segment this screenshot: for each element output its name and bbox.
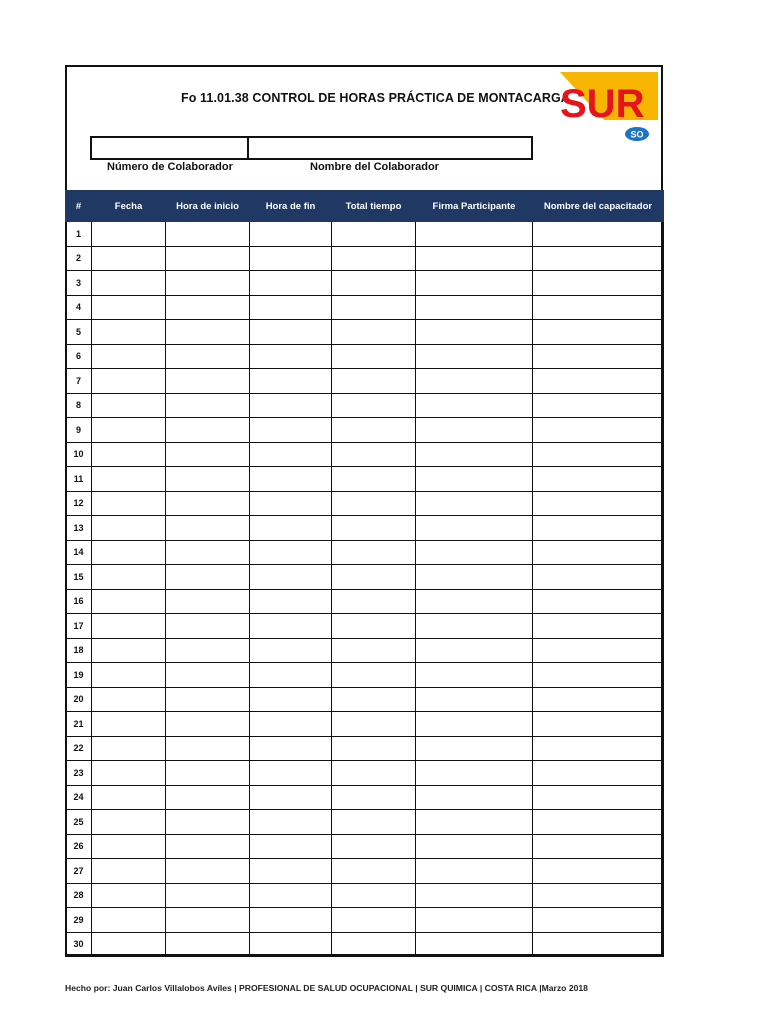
- end-time-cell[interactable]: [250, 246, 332, 271]
- signature-cell[interactable]: [416, 810, 533, 835]
- date-cell[interactable]: [92, 442, 166, 467]
- start-time-cell[interactable]: [166, 908, 250, 933]
- table-row: [66, 393, 664, 418]
- trainer-name-cell[interactable]: [533, 712, 664, 737]
- row-number: 27: [66, 859, 92, 884]
- start-time-cell[interactable]: [166, 932, 250, 957]
- signature-cell[interactable]: [416, 320, 533, 345]
- start-time-cell[interactable]: [166, 320, 250, 345]
- signature-cell[interactable]: [416, 516, 533, 541]
- date-cell[interactable]: [92, 663, 166, 688]
- total-time-cell[interactable]: [332, 442, 416, 467]
- table-row: [66, 271, 664, 296]
- col-trainer-header: Nombre del capacitador: [533, 191, 664, 222]
- signature-cell[interactable]: [416, 908, 533, 933]
- end-time-cell[interactable]: [250, 712, 332, 737]
- start-time-cell[interactable]: [166, 516, 250, 541]
- start-time-cell[interactable]: [166, 442, 250, 467]
- total-time-cell[interactable]: [332, 736, 416, 761]
- total-time-cell[interactable]: [332, 393, 416, 418]
- table-row: [66, 344, 664, 369]
- total-time-cell[interactable]: [332, 638, 416, 663]
- end-time-cell[interactable]: [250, 320, 332, 345]
- total-time-cell[interactable]: [332, 565, 416, 590]
- trainer-name-cell[interactable]: [533, 663, 664, 688]
- signature-cell[interactable]: [416, 663, 533, 688]
- signature-cell[interactable]: [416, 393, 533, 418]
- start-time-cell[interactable]: [166, 565, 250, 590]
- end-time-cell[interactable]: [250, 589, 332, 614]
- start-time-cell[interactable]: [166, 761, 250, 786]
- total-time-cell[interactable]: [332, 908, 416, 933]
- start-time-cell[interactable]: [166, 614, 250, 639]
- start-time-cell[interactable]: [166, 736, 250, 761]
- logo-text: SUR: [560, 82, 645, 126]
- date-cell[interactable]: [92, 369, 166, 394]
- start-time-cell[interactable]: [166, 222, 250, 247]
- table-row: [66, 467, 664, 492]
- signature-cell[interactable]: [416, 369, 533, 394]
- end-time-cell[interactable]: [250, 516, 332, 541]
- total-time-cell[interactable]: [332, 491, 416, 516]
- signature-cell[interactable]: [416, 614, 533, 639]
- row-number: 16: [66, 589, 92, 614]
- date-cell[interactable]: [92, 908, 166, 933]
- row-number: 9: [66, 418, 92, 443]
- date-cell[interactable]: [92, 320, 166, 345]
- signature-cell[interactable]: [416, 736, 533, 761]
- total-time-cell[interactable]: [332, 589, 416, 614]
- start-time-cell[interactable]: [166, 712, 250, 737]
- end-time-cell[interactable]: [250, 540, 332, 565]
- date-cell[interactable]: [92, 932, 166, 957]
- table-row: [66, 859, 664, 884]
- date-cell[interactable]: [92, 565, 166, 590]
- table-row: [66, 908, 664, 933]
- start-time-cell[interactable]: [166, 663, 250, 688]
- signature-cell[interactable]: [416, 565, 533, 590]
- total-time-cell[interactable]: [332, 761, 416, 786]
- date-cell[interactable]: [92, 467, 166, 492]
- start-time-cell[interactable]: [166, 418, 250, 443]
- row-number: 23: [66, 761, 92, 786]
- end-time-cell[interactable]: [250, 859, 332, 884]
- row-number: 1: [66, 222, 92, 247]
- total-time-cell[interactable]: [332, 663, 416, 688]
- total-time-cell[interactable]: [332, 883, 416, 908]
- row-number: 14: [66, 540, 92, 565]
- row-number: 10: [66, 442, 92, 467]
- end-time-cell[interactable]: [250, 467, 332, 492]
- end-time-cell[interactable]: [250, 271, 332, 296]
- total-time-cell[interactable]: [332, 785, 416, 810]
- form-title: Fo 11.01.38 CONTROL DE HORAS PRÁCTICA DE MONTACARGA: [181, 91, 570, 105]
- date-cell[interactable]: [92, 344, 166, 369]
- table-row: [66, 222, 664, 247]
- total-time-cell[interactable]: [332, 614, 416, 639]
- table-row: [66, 246, 664, 271]
- total-time-cell[interactable]: [332, 418, 416, 443]
- end-time-cell[interactable]: [250, 369, 332, 394]
- col-total-header: Total tiempo: [332, 191, 416, 222]
- end-time-cell[interactable]: [250, 638, 332, 663]
- table-row: [66, 932, 664, 957]
- row-number: 17: [66, 614, 92, 639]
- row-number: 21: [66, 712, 92, 737]
- date-cell[interactable]: [92, 736, 166, 761]
- date-cell[interactable]: [92, 638, 166, 663]
- trainer-name-cell[interactable]: [533, 295, 664, 320]
- date-cell[interactable]: [92, 516, 166, 541]
- end-time-cell[interactable]: [250, 442, 332, 467]
- trainer-name-cell[interactable]: [533, 736, 664, 761]
- end-time-cell[interactable]: [250, 491, 332, 516]
- start-time-cell[interactable]: [166, 687, 250, 712]
- end-time-cell[interactable]: [250, 393, 332, 418]
- employee-name-label: Nombre del Colaborador: [310, 161, 439, 173]
- table-row: [66, 491, 664, 516]
- table-row: [66, 516, 664, 541]
- date-cell[interactable]: [92, 687, 166, 712]
- col-number-header: #: [66, 191, 92, 222]
- end-time-cell[interactable]: [250, 785, 332, 810]
- end-time-cell[interactable]: [250, 344, 332, 369]
- row-number: 28: [66, 883, 92, 908]
- table-row: [66, 712, 664, 737]
- signature-cell[interactable]: [416, 540, 533, 565]
- trainer-name-cell[interactable]: [533, 516, 664, 541]
- start-time-cell[interactable]: [166, 785, 250, 810]
- hours-table: [65, 190, 664, 957]
- trainer-name-cell[interactable]: [533, 222, 664, 247]
- end-time-cell[interactable]: [250, 736, 332, 761]
- total-time-cell[interactable]: [332, 516, 416, 541]
- table-row: [66, 638, 664, 663]
- start-time-cell[interactable]: [166, 883, 250, 908]
- trainer-name-cell[interactable]: [533, 320, 664, 345]
- table-row: [66, 736, 664, 761]
- table-row: [66, 883, 664, 908]
- row-number: 18: [66, 638, 92, 663]
- signature-cell[interactable]: [416, 442, 533, 467]
- total-time-cell[interactable]: [332, 246, 416, 271]
- end-time-cell[interactable]: [250, 565, 332, 590]
- signature-cell[interactable]: [416, 222, 533, 247]
- table-body: [66, 222, 664, 957]
- table-row: [66, 687, 664, 712]
- date-cell[interactable]: [92, 589, 166, 614]
- total-time-cell[interactable]: [332, 712, 416, 737]
- trainer-name-cell[interactable]: [533, 785, 664, 810]
- table-row: [66, 834, 664, 859]
- row-number: 3: [66, 271, 92, 296]
- table-row: [66, 565, 664, 590]
- trainer-name-cell[interactable]: [533, 932, 664, 957]
- trainer-name-cell[interactable]: [533, 883, 664, 908]
- end-time-cell[interactable]: [250, 810, 332, 835]
- col-start-header: Hora de inicio: [166, 191, 250, 222]
- date-cell[interactable]: [92, 271, 166, 296]
- row-number: 25: [66, 810, 92, 835]
- table-row: [66, 761, 664, 786]
- row-number: 24: [66, 785, 92, 810]
- row-number: 30: [66, 932, 92, 957]
- start-time-cell[interactable]: [166, 540, 250, 565]
- trainer-name-cell[interactable]: [533, 614, 664, 639]
- signature-cell[interactable]: [416, 589, 533, 614]
- row-number: 20: [66, 687, 92, 712]
- total-time-cell[interactable]: [332, 540, 416, 565]
- table-row: [66, 589, 664, 614]
- trainer-name-cell[interactable]: [533, 369, 664, 394]
- trainer-name-cell[interactable]: [533, 687, 664, 712]
- end-time-cell[interactable]: [250, 834, 332, 859]
- col-signature-header: Firma Participante: [416, 191, 533, 222]
- table-row: [66, 418, 664, 443]
- signature-cell[interactable]: [416, 418, 533, 443]
- row-number: 12: [66, 491, 92, 516]
- date-cell[interactable]: [92, 418, 166, 443]
- date-cell[interactable]: [92, 393, 166, 418]
- total-time-cell[interactable]: [332, 467, 416, 492]
- signature-cell[interactable]: [416, 246, 533, 271]
- row-number: 4: [66, 295, 92, 320]
- trainer-name-cell[interactable]: [533, 491, 664, 516]
- total-time-cell[interactable]: [332, 295, 416, 320]
- start-time-cell[interactable]: [166, 344, 250, 369]
- date-cell[interactable]: [92, 491, 166, 516]
- signature-cell[interactable]: [416, 785, 533, 810]
- employee-name-field[interactable]: [247, 136, 533, 160]
- start-time-cell[interactable]: [166, 369, 250, 394]
- row-number: 19: [66, 663, 92, 688]
- end-time-cell[interactable]: [250, 908, 332, 933]
- date-cell[interactable]: [92, 712, 166, 737]
- total-time-cell[interactable]: [332, 320, 416, 345]
- date-cell[interactable]: [92, 761, 166, 786]
- row-number: 7: [66, 369, 92, 394]
- trainer-name-cell[interactable]: [533, 344, 664, 369]
- start-time-cell[interactable]: [166, 271, 250, 296]
- employee-number-field[interactable]: [90, 136, 249, 160]
- trainer-name-cell[interactable]: [533, 638, 664, 663]
- total-time-cell[interactable]: [332, 932, 416, 957]
- table-row: [66, 614, 664, 639]
- signature-cell[interactable]: [416, 638, 533, 663]
- signature-cell[interactable]: [416, 344, 533, 369]
- logo-badge-text: SO: [630, 129, 644, 140]
- signature-cell[interactable]: [416, 467, 533, 492]
- date-cell[interactable]: [92, 810, 166, 835]
- employee-number-label: Número de Colaborador: [107, 161, 233, 173]
- total-time-cell[interactable]: [332, 834, 416, 859]
- col-date-header: Fecha: [92, 191, 166, 222]
- footer-credit: Hecho por: Juan Carlos Villalobos Avíles | PROFESIONAL DE SALUD OCUPACIONAL | SUR QUIMICA | COSTA RICA |Marzo 2018: [65, 983, 588, 993]
- trainer-name-cell[interactable]: [533, 859, 664, 884]
- table-row: [66, 663, 664, 688]
- end-time-cell[interactable]: [250, 295, 332, 320]
- signature-cell[interactable]: [416, 271, 533, 296]
- date-cell[interactable]: [92, 295, 166, 320]
- start-time-cell[interactable]: [166, 491, 250, 516]
- table-row: [66, 320, 664, 345]
- col-end-header: Hora de fin: [250, 191, 332, 222]
- date-cell[interactable]: [92, 222, 166, 247]
- date-cell[interactable]: [92, 540, 166, 565]
- row-number: 2: [66, 246, 92, 271]
- trainer-name-cell[interactable]: [533, 589, 664, 614]
- total-time-cell[interactable]: [332, 810, 416, 835]
- total-time-cell[interactable]: [332, 859, 416, 884]
- row-number: 22: [66, 736, 92, 761]
- trainer-name-cell[interactable]: [533, 393, 664, 418]
- row-number: 15: [66, 565, 92, 590]
- table-row: [66, 810, 664, 835]
- end-time-cell[interactable]: [250, 761, 332, 786]
- row-number: 13: [66, 516, 92, 541]
- signature-cell[interactable]: [416, 712, 533, 737]
- start-time-cell[interactable]: [166, 810, 250, 835]
- row-number: 8: [66, 393, 92, 418]
- start-time-cell[interactable]: [166, 859, 250, 884]
- total-time-cell[interactable]: [332, 271, 416, 296]
- signature-cell[interactable]: [416, 295, 533, 320]
- date-cell[interactable]: [92, 883, 166, 908]
- trainer-name-cell[interactable]: [533, 834, 664, 859]
- date-cell[interactable]: [92, 246, 166, 271]
- signature-cell[interactable]: [416, 687, 533, 712]
- start-time-cell[interactable]: [166, 467, 250, 492]
- end-time-cell[interactable]: [250, 932, 332, 957]
- trainer-name-cell[interactable]: [533, 418, 664, 443]
- trainer-name-cell[interactable]: [533, 442, 664, 467]
- signature-cell[interactable]: [416, 834, 533, 859]
- trainer-name-cell[interactable]: [533, 271, 664, 296]
- date-cell[interactable]: [92, 785, 166, 810]
- end-time-cell[interactable]: [250, 663, 332, 688]
- start-time-cell[interactable]: [166, 393, 250, 418]
- sur-logo: [558, 70, 660, 142]
- trainer-name-cell[interactable]: [533, 908, 664, 933]
- table-header-row: [66, 191, 664, 222]
- end-time-cell[interactable]: [250, 687, 332, 712]
- table-row: [66, 442, 664, 467]
- row-number: 5: [66, 320, 92, 345]
- signature-cell[interactable]: [416, 883, 533, 908]
- end-time-cell[interactable]: [250, 418, 332, 443]
- signature-cell[interactable]: [416, 761, 533, 786]
- trainer-name-cell[interactable]: [533, 565, 664, 590]
- signature-cell[interactable]: [416, 491, 533, 516]
- start-time-cell[interactable]: [166, 834, 250, 859]
- trainer-name-cell[interactable]: [533, 810, 664, 835]
- row-number: 26: [66, 834, 92, 859]
- table-row: [66, 369, 664, 394]
- trainer-name-cell[interactable]: [533, 761, 664, 786]
- table-row: [66, 785, 664, 810]
- start-time-cell[interactable]: [166, 295, 250, 320]
- start-time-cell[interactable]: [166, 246, 250, 271]
- row-number: 11: [66, 467, 92, 492]
- end-time-cell[interactable]: [250, 614, 332, 639]
- row-number: 29: [66, 908, 92, 933]
- start-time-cell[interactable]: [166, 589, 250, 614]
- total-time-cell[interactable]: [332, 369, 416, 394]
- table-row: [66, 295, 664, 320]
- signature-cell[interactable]: [416, 932, 533, 957]
- total-time-cell[interactable]: [332, 687, 416, 712]
- signature-cell[interactable]: [416, 859, 533, 884]
- table-row: [66, 540, 664, 565]
- date-cell[interactable]: [92, 834, 166, 859]
- end-time-cell[interactable]: [250, 883, 332, 908]
- row-number: 6: [66, 344, 92, 369]
- start-time-cell[interactable]: [166, 638, 250, 663]
- end-time-cell[interactable]: [250, 222, 332, 247]
- date-cell[interactable]: [92, 614, 166, 639]
- trainer-name-cell[interactable]: [533, 246, 664, 271]
- trainer-name-cell[interactable]: [533, 540, 664, 565]
- date-cell[interactable]: [92, 859, 166, 884]
- trainer-name-cell[interactable]: [533, 467, 664, 492]
- total-time-cell[interactable]: [332, 344, 416, 369]
- total-time-cell[interactable]: [332, 222, 416, 247]
